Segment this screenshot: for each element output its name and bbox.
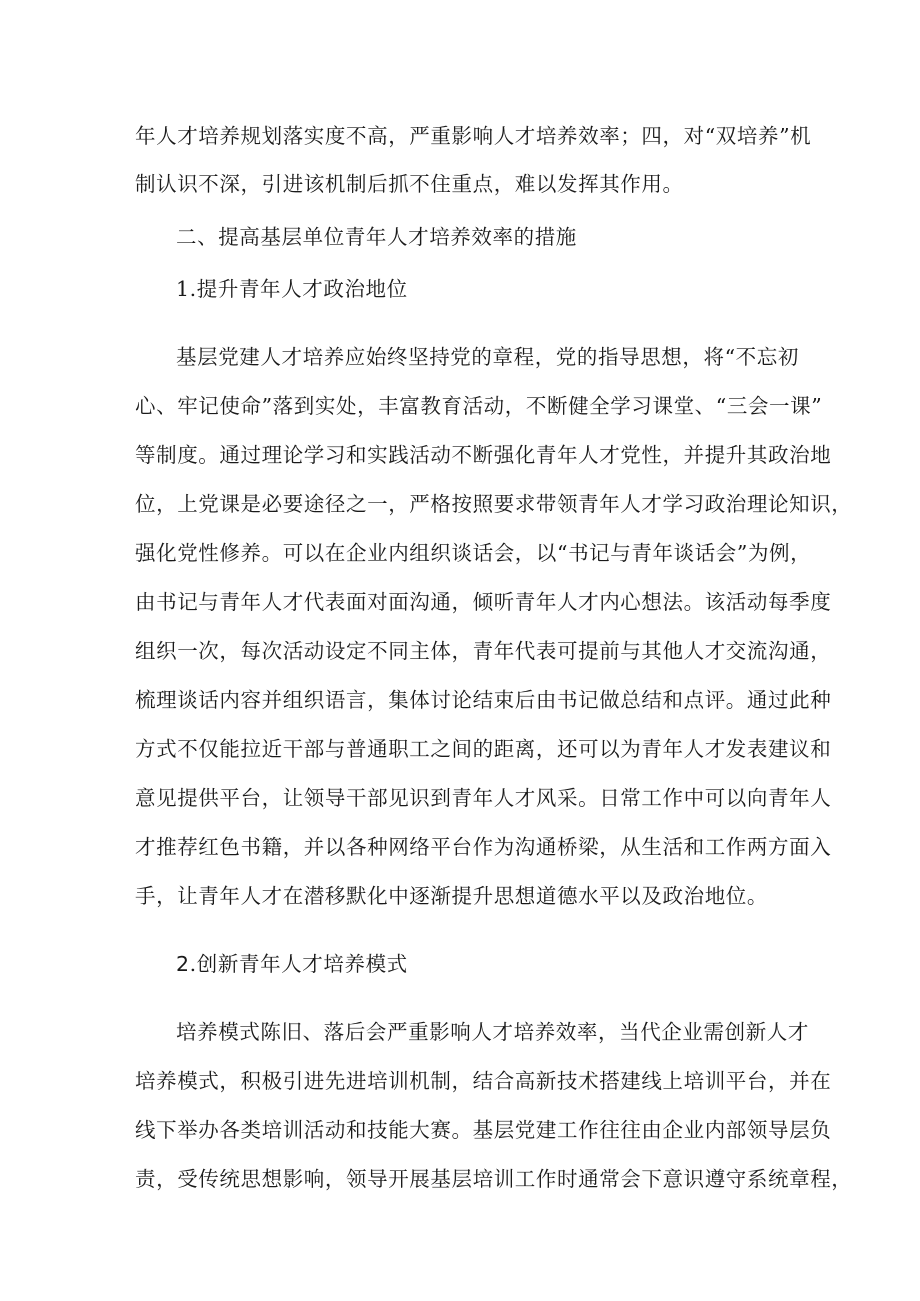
paragraph-line: 组织一次，每次活动设定不同主体，青年代表可提前与其他人才交流沟通， <box>135 639 832 663</box>
paragraph-line: 等制度。通过理论学习和实践活动不断强化青年人才党性，并提升其政治地 <box>135 443 832 467</box>
subsection-heading: 1.提升青年人才政治地位 <box>176 277 408 301</box>
paragraph-line: 强化党性修养。可以在企业内组织谈话会，以“书记与青年谈话会”为例， <box>135 541 812 565</box>
paragraph-line: 位，上党课是必要途径之一，严格按照要求带领青年人才学习政治理论知识， <box>135 492 853 516</box>
section-heading: 二、提高基层单位青年人才培养效率的措施 <box>176 225 577 249</box>
paragraph-line: 培养模式，积极引进先进培训机制，结合高新技术搭建线上培训平台，并在 <box>135 1069 832 1093</box>
paragraph-line: 培养模式陈旧、落后会严重影响人才培养效率，当代企业需创新人才 <box>176 1020 809 1044</box>
paragraph-line: 才推荐红色书籍，并以各种网络平台作为沟通桥梁，从生活和工作两方面入 <box>135 835 832 859</box>
paragraph-line: 责，受传统思想影响，领导开展基层培训工作时通常会下意识遵守系统章程， <box>135 1167 853 1191</box>
paragraph-line: 基层党建人才培养应始终坚持党的章程，党的指导思想，将“不忘初 <box>176 345 799 369</box>
paragraph-line: 年人才培养规划落实度不高，严重影响人才培养效率；四，对“双培养”机 <box>135 124 812 148</box>
subsection-number: 2 <box>176 952 190 976</box>
paragraph-line: 由书记与青年人才代表面对面沟通，倾听青年人才内心想法。该活动每季度 <box>135 590 832 614</box>
subsection-heading <box>176 950 408 978</box>
paragraph-line: 心、牢记使命”落到实处，丰富教育活动，不断健全学习课堂、“三会一课” <box>135 394 823 418</box>
subsection-title: .创新青年人才培养模式 <box>189 952 408 976</box>
paragraph-line: 线下举办各类培训活动和技能大赛。基层党建工作往往由企业内部领导层负 <box>135 1118 832 1142</box>
paragraph-line: 梳理谈话内容并组织语言，集体讨论结束后由书记做总结和点评。通过此种 <box>135 688 832 712</box>
paragraph-line: 手，让青年人才在潜移默化中逐渐提升思想道德水平以及政治地位。 <box>135 884 768 908</box>
paragraph-line: 制认识不深，引进该机制后抓不住重点，难以发挥其作用。 <box>135 172 684 196</box>
paragraph-line: 意见提供平台，让领导干部见识到青年人才风采。日常工作中可以向青年人 <box>135 786 832 810</box>
paragraph-line: 方式不仅能拉近干部与普通职工之间的距离，还可以为青年人才发表建议和 <box>135 737 832 761</box>
